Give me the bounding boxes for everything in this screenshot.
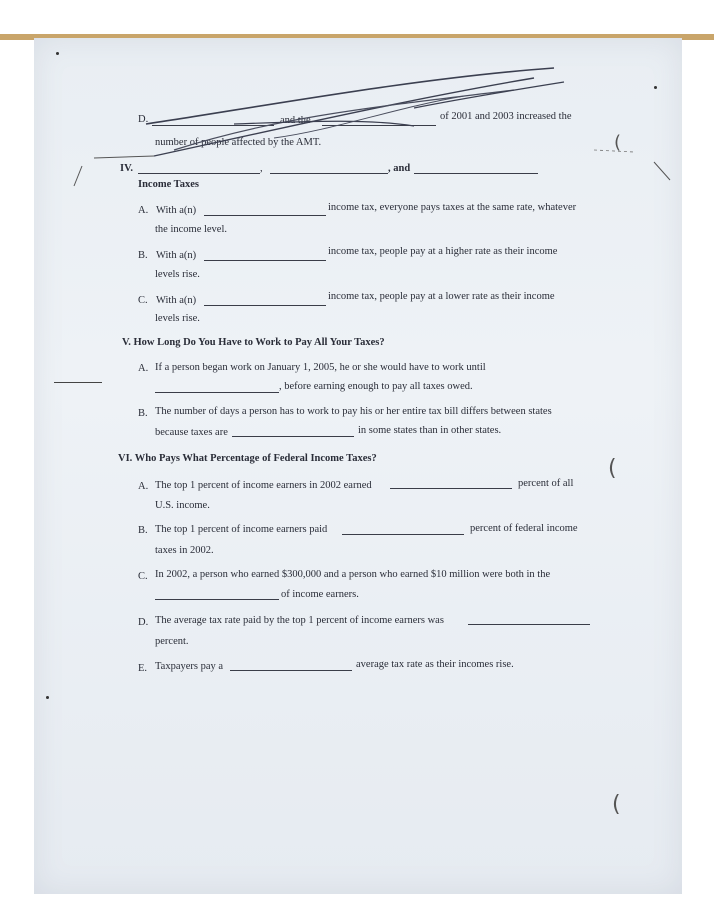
item-vi-b-line2: taxes in 2002. — [155, 545, 214, 556]
blank-vi-e[interactable] — [230, 670, 352, 671]
item-vi-e-letter: E. — [138, 663, 148, 674]
blank-iv-a[interactable] — [204, 215, 326, 216]
item-vi-b-pre: The top 1 percent of income earners paid — [155, 524, 328, 535]
blank-iv-c[interactable] — [204, 305, 326, 306]
item-vi-c-post: of income earners. — [281, 589, 359, 600]
item-iv-b-pre: With a(n) — [156, 250, 197, 261]
section-iv-and: , and — [388, 163, 411, 174]
section-iv-comma: , — [260, 163, 263, 174]
blank-v-a[interactable] — [155, 392, 279, 393]
item-v-b-letter: B. — [138, 408, 148, 419]
section-iv-numeral: IV. — [120, 163, 133, 174]
item-vi-a-post: percent of all — [518, 478, 574, 489]
item-vi-e-pre: Taxpayers pay a — [155, 661, 224, 672]
item-iv-c-letter: C. — [138, 295, 148, 306]
blank-iv-1[interactable] — [138, 173, 260, 174]
item-iv-c-pre: With a(n) — [156, 295, 197, 306]
item-iv-b-post: income tax, people pay at a higher rate as their income — [328, 246, 558, 257]
item-iv-a-line2: the income level. — [155, 224, 228, 235]
item-v-a-letter: A. — [138, 363, 149, 374]
margin-pen-line — [54, 382, 102, 383]
blank-vi-a[interactable] — [390, 488, 512, 489]
item-vi-a-letter: A. — [138, 481, 149, 492]
item-iv-c-post: income tax, people pay at a lower rate as their income — [328, 291, 555, 302]
item-vi-e-post: average tax rate as their incomes rise. — [356, 659, 514, 670]
section-iv-heading: Income Taxes — [138, 179, 199, 190]
item-vi-d-pre: The average tax rate paid by the top 1 percent of income earners was — [155, 615, 444, 626]
item-v-b-line1: The number of days a person has to work to pay his or her entire tax bill differs between states — [155, 406, 552, 417]
item-iv-b-line2: levels rise. — [155, 269, 200, 280]
blank-iv-3[interactable] — [414, 173, 538, 174]
page-speck — [46, 696, 49, 699]
blank-iv-b[interactable] — [204, 260, 326, 261]
margin-bracket-mark: ( — [608, 456, 617, 481]
page-speck — [56, 52, 59, 55]
section-vi-heading: VI. Who Pays What Percentage of Federal Income Taxes? — [118, 453, 377, 464]
margin-bracket-mark: ( — [614, 132, 622, 153]
item-v-b-post: in some states than in other states. — [358, 425, 502, 436]
item-vi-c-letter: C. — [138, 571, 148, 582]
blank-v-b[interactable] — [232, 436, 354, 437]
blank-vi-c[interactable] — [155, 599, 279, 600]
item-iii-d-end: of 2001 and 2003 increased the — [440, 111, 572, 122]
section-v-heading: V. How Long Do You Have to Work to Pay All Your Taxes? — [122, 337, 385, 348]
item-v-a-line1: If a person began work on January 1, 2005, he or she would have to work until — [155, 362, 486, 373]
item-iv-a-letter: A. — [138, 205, 149, 216]
item-vi-b-post: percent of federal income — [470, 523, 578, 534]
worksheet-page — [34, 38, 682, 894]
item-iv-a-pre: With a(n) — [156, 205, 197, 216]
item-vi-d-letter: D. — [138, 617, 149, 628]
item-v-a-line2: , before earning enough to pay all taxes owed. — [279, 381, 473, 392]
item-vi-c-line1: In 2002, a person who earned $300,000 and a person who earned $10 million were both in the — [155, 569, 551, 580]
item-vi-a-line2: U.S. income. — [155, 500, 210, 511]
item-vi-b-letter: B. — [138, 525, 148, 536]
item-iii-d-mid: and the — [280, 115, 311, 126]
item-vi-a-pre: The top 1 percent of income earners in 2002 earned — [155, 480, 372, 491]
blank-iv-2[interactable] — [270, 173, 388, 174]
item-iii-d-letter: D. — [138, 114, 149, 125]
item-iii-d-line2: number of people affected by the AMT. — [155, 137, 322, 148]
margin-bracket-mark: ( — [612, 792, 621, 817]
item-iv-c-line2: levels rise. — [155, 313, 200, 324]
item-iv-a-post: income tax, everyone pays taxes at the same rate, whatever — [328, 202, 577, 213]
blank-vi-b[interactable] — [342, 534, 464, 535]
blank-vi-d[interactable] — [468, 624, 590, 625]
item-v-b-pre: because taxes are — [155, 427, 228, 438]
page-speck — [654, 86, 657, 89]
item-vi-d-line2: percent. — [155, 636, 189, 647]
item-iv-b-letter: B. — [138, 250, 148, 261]
